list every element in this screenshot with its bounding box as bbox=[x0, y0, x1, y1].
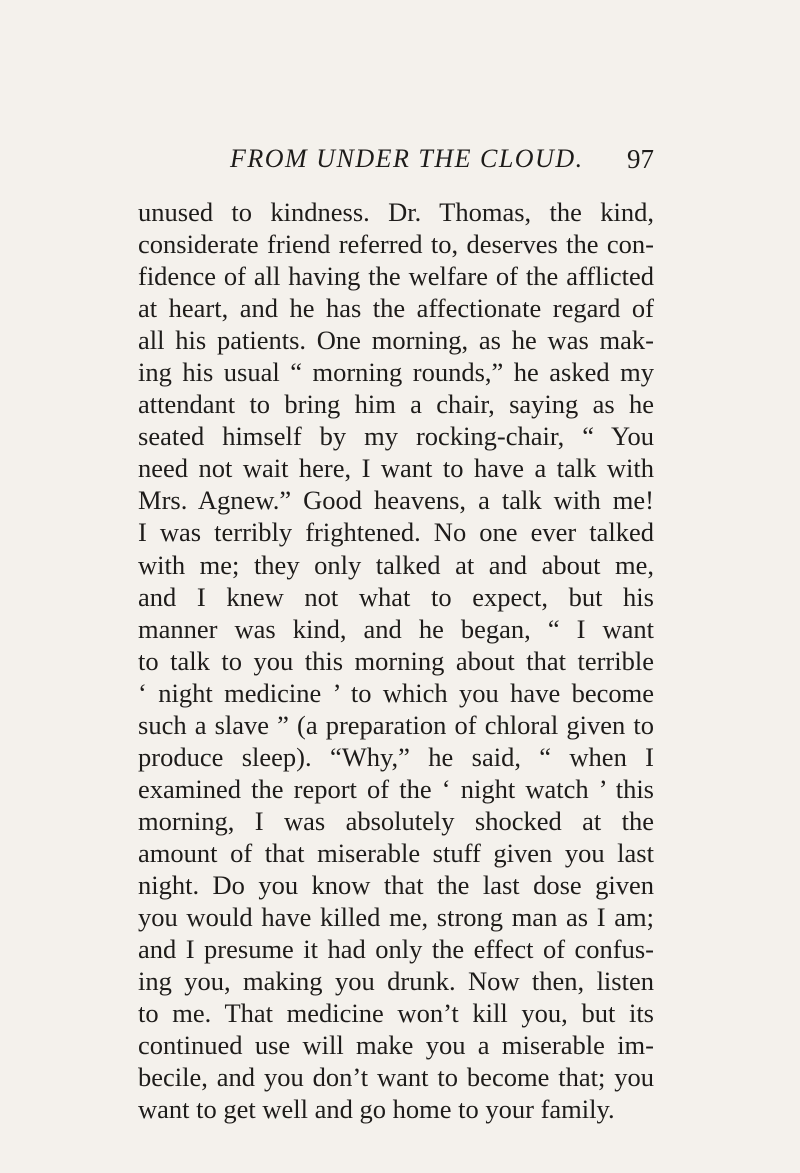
text-line: examined the report of the ‘ night watch ’ this bbox=[138, 773, 654, 804]
text-line: considerate friend referred to, deserves the con- bbox=[138, 229, 654, 260]
text-line: all his patients. One morning, as he was mak- bbox=[138, 325, 654, 356]
text-line: produce sleep). “Why,” he said, “ when I bbox=[138, 741, 654, 772]
text-line: and I knew not what to expect, but his bbox=[138, 581, 654, 612]
text-line: to talk to you this morning about that terrible bbox=[138, 645, 654, 676]
text-line: I was terribly frightened. No one ever talked bbox=[138, 517, 654, 548]
text-line: ing you, making you drunk. Now then, listen bbox=[138, 966, 654, 997]
text-line: night. Do you know that the last dose given bbox=[138, 869, 654, 900]
text-line: with me; they only talked at and about me, bbox=[138, 549, 654, 580]
text-line: such a slave ” (a preparation of chloral given to bbox=[138, 709, 654, 740]
text-line: fidence of all having the welfare of the afflicted bbox=[138, 261, 654, 292]
text-line: becile, and you don’t want to become that; you bbox=[138, 1062, 654, 1093]
body-text bbox=[138, 196, 654, 1125]
text-line: at heart, and he has the affectionate regard of bbox=[138, 293, 654, 324]
text-line: need not wait here, I want to have a talk with bbox=[138, 453, 654, 484]
text-line: ing his usual “ morning rounds,” he asked my bbox=[138, 357, 654, 388]
running-title: FROM UNDER THE CLOUD. bbox=[230, 144, 584, 173]
text-line: to me. That medicine won’t kill you, but its bbox=[138, 998, 654, 1029]
text-line: morning, I was absolutely shocked at the bbox=[138, 805, 654, 836]
text-line: attendant to bring him a chair, saying as he bbox=[138, 389, 654, 420]
text-line: continued use will make you a miserable im- bbox=[138, 1030, 654, 1061]
text-line: ‘ night medicine ’ to which you have become bbox=[138, 677, 654, 708]
running-head bbox=[138, 142, 654, 176]
page-number: 97 bbox=[627, 144, 654, 174]
text-line: seated himself by my rocking-chair, “ You bbox=[138, 421, 654, 452]
text-line: want to get well and go home to your family. bbox=[138, 1094, 615, 1125]
text-line: you would have killed me, strong man as I am; bbox=[138, 902, 654, 933]
text-line: unused to kindness. Dr. Thomas, the kind, bbox=[138, 197, 654, 227]
text-line: manner was kind, and he began, “ I want bbox=[138, 613, 654, 644]
text-line: Mrs. Agnew.” Good heavens, a talk with me! bbox=[138, 485, 654, 516]
text-line: and I presume it had only the effect of confus- bbox=[138, 934, 654, 965]
text-line: amount of that miserable stuff given you last bbox=[138, 837, 654, 868]
